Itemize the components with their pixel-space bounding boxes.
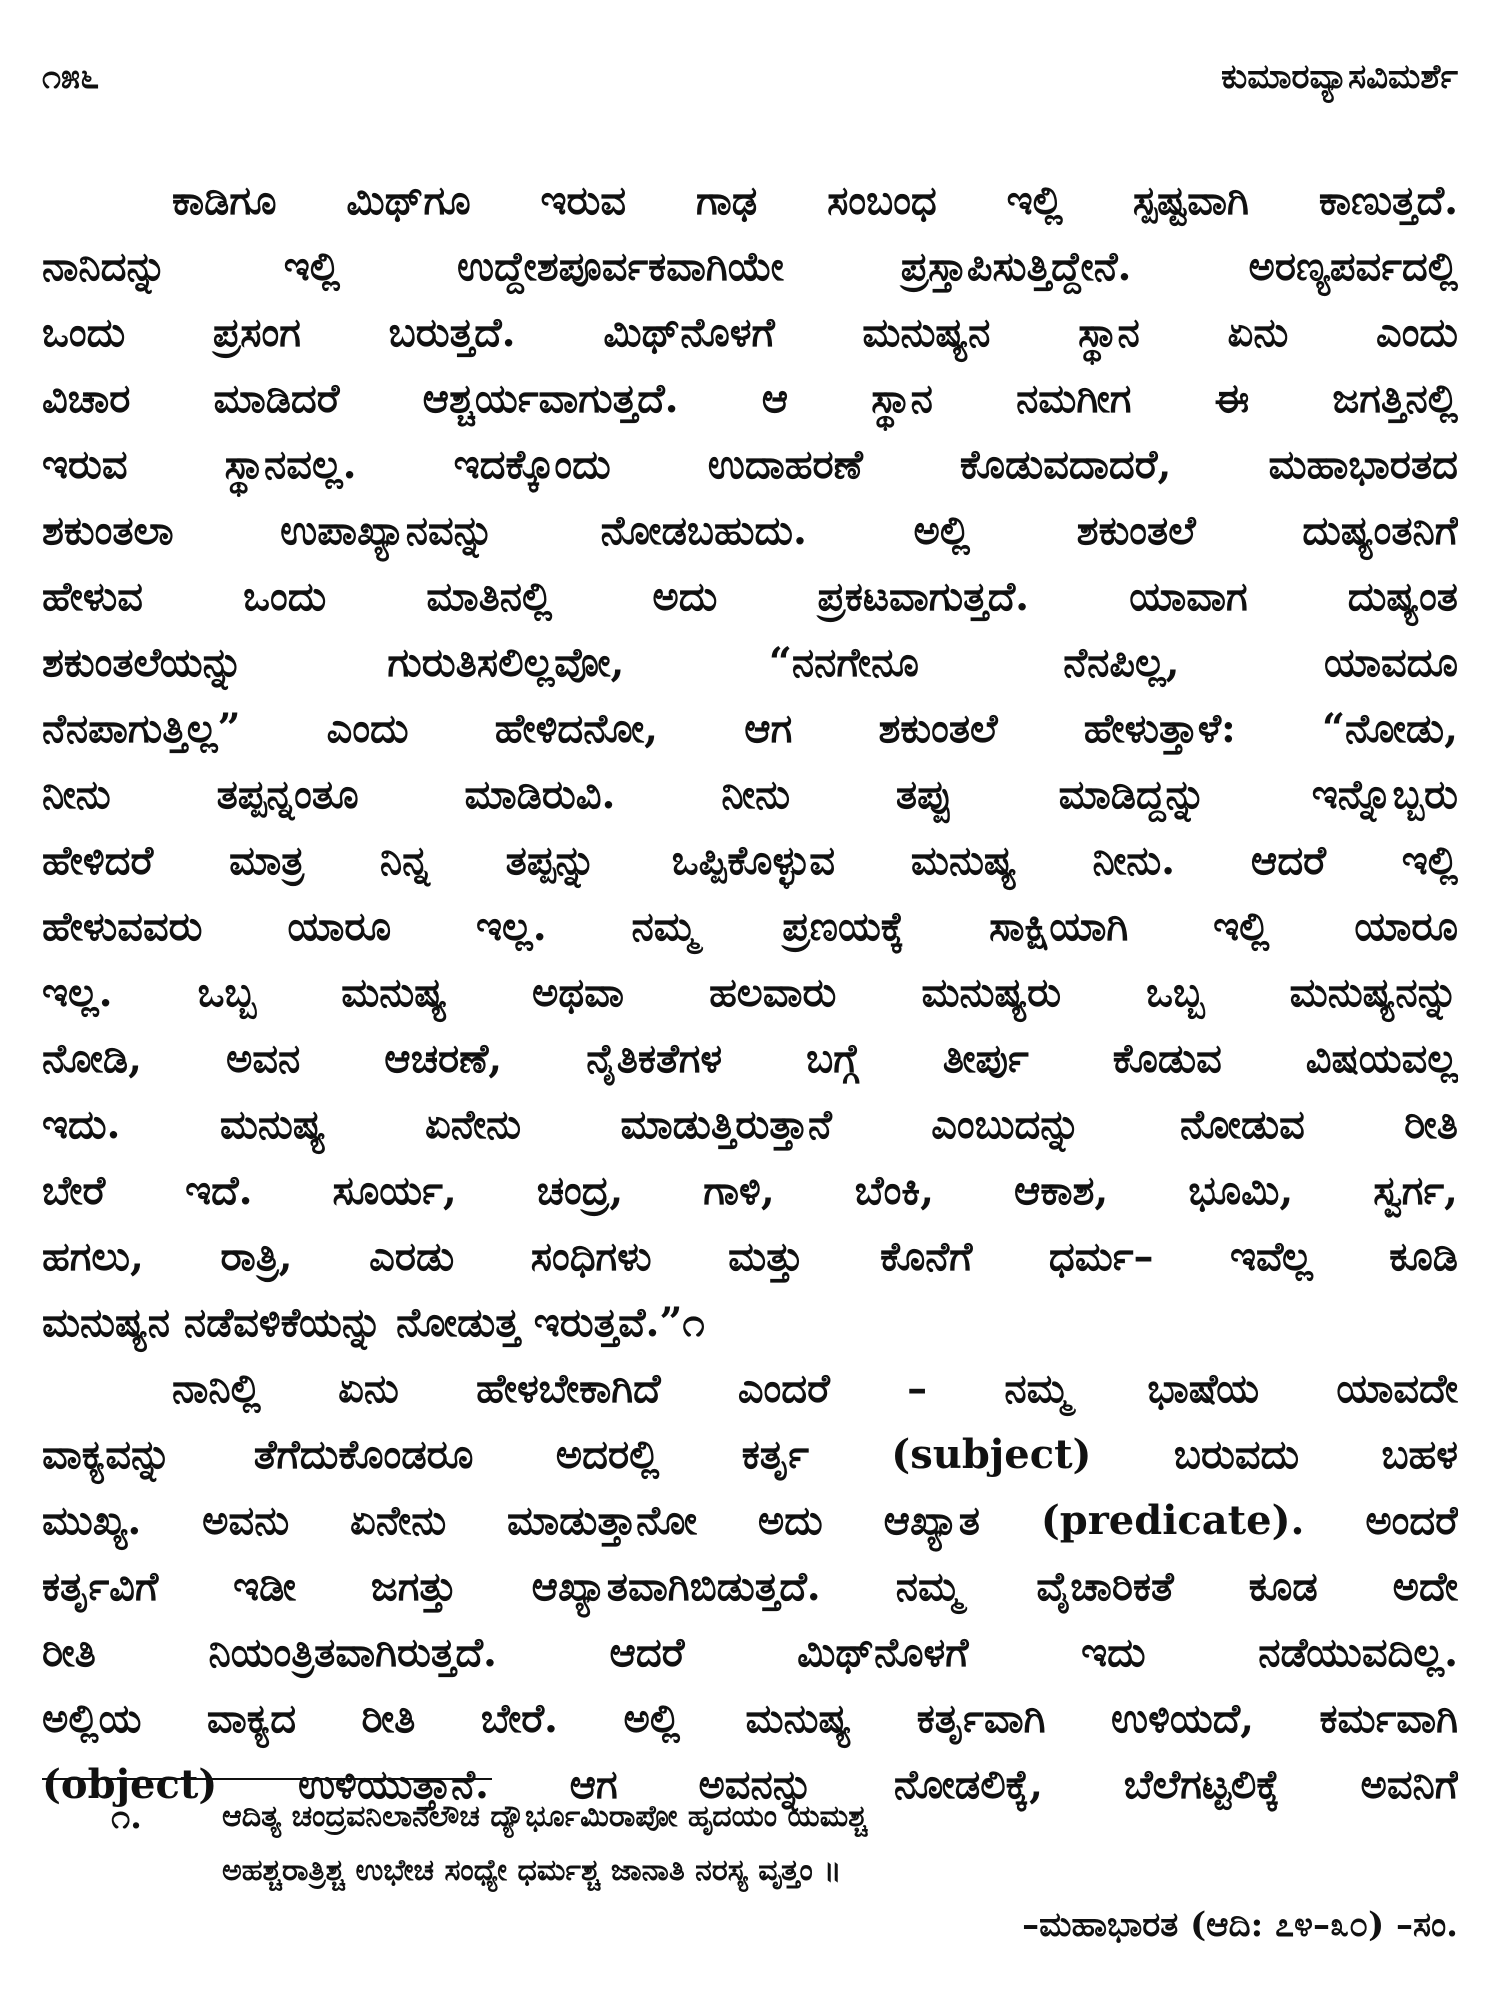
text-line: ಇದು. ಮನುಷ್ಯ ಏನೇನು ಮಾಡುತ್ತಿರುತ್ತಾನೆ ಎಂಬುದನ್ನು ನೋಡುವ ರೀತಿ	[42, 1101, 1458, 1148]
page-number: ೧೫೬	[42, 57, 100, 97]
text-line: ಇಲ್ಲ. ಒಬ್ಬ ಮನುಷ್ಯ ಅಥವಾ ಹಲವಾರು ಮನುಷ್ಯರು ಒಬ್ಬ ಮನುಷ್ಯನನ್ನು	[42, 969, 1458, 1016]
text-line: ಶಕುಂತಲೆಯನ್ನು ಗುರುತಿಸಲಿಲ್ಲವೋ, “ನನಗೇನೂ ನೆನಪಿಲ್ಲ, ಯಾವದೂ	[42, 639, 1458, 686]
text-line: ಕಾಡಿಗೂ ಮಿಥ್‌ಗೂ ಇರುವ ಗಾಢ ಸಂಬಂಧ ಇಲ್ಲಿ ಸ್ಪಷ್ಟವಾಗಿ ಕಾಣುತ್ತದೆ.	[172, 177, 1458, 224]
footnote	[42, 1790, 1458, 1952]
text-line: ಹೇಳುವವರು ಯಾರೂ ಇಲ್ಲ. ನಮ್ಮ ಪ್ರಣಯಕ್ಕೆ ಸಾಕ್ಷಿಯಾಗಿ ಇಲ್ಲಿ ಯಾರೂ	[42, 903, 1458, 950]
text-line: ನೋಡಿ, ಅವನ ಆಚರಣೆ, ನೈತಿಕತೆಗಳ ಬಗ್ಗೆ ತೀರ್ಪು ಕೊಡುವ ವಿಷಯವಲ್ಲ	[42, 1035, 1458, 1082]
text-line: (object) ಉಳಿಯುತ್ತಾನೆ. ಆಗ ಅವನನ್ನು ನೋಡಲಿಕ್ಕೆ, ಬೆಲೆಗಟ್ಟಲಿಕ್ಕೆ ಅವನಿಗೆ	[42, 1761, 1458, 1808]
text-line: ಅಲ್ಲಿಯ ವಾಕ್ಯದ ರೀತಿ ಬೇರೆ. ಅಲ್ಲಿ ಮನುಷ್ಯ ಕರ್ತೃವಾಗಿ ಉಳಿಯದೆ, ಕರ್ಮವಾಗಿ	[42, 1695, 1458, 1742]
text-line: ಒಂದು ಪ್ರಸಂಗ ಬರುತ್ತದೆ. ಮಿಥ್‌ನೊಳಗೆ ಮನುಷ್ಯನ ಸ್ಥಾನ ಏನು ಎಂದು	[42, 309, 1458, 356]
footnote-row	[42, 1790, 1458, 1844]
text-line: ಶಕುಂತಲಾ ಉಪಾಖ್ಯಾನವನ್ನು ನೋಡಬಹುದು. ಅಲ್ಲಿ ಶಕುಂತಲೆ ದುಷ್ಯಂತನಿಗೆ	[42, 507, 1458, 554]
text-line: ಮುಖ್ಯ. ಅವನು ಏನೇನು ಮಾಡುತ್ತಾನೋ ಅದು ಆಖ್ಯಾತ (predicate). ಅಂದರೆ	[42, 1497, 1458, 1544]
footnote-verse-line-1: ಆದಿತ್ಯ ಚಂದ್ರವನಿಲಾನಲೌಚ ದ್ಯೌರ್ಭೂಮಿರಾಪೋ ಹೃದಯಂ ಯಮಶ್ಚ	[222, 1799, 868, 1834]
text-line: ಕರ್ತೃವಿಗೆ ಇಡೀ ಜಗತ್ತು ಆಖ್ಯಾತವಾಗಿಬಿಡುತ್ತದೆ. ನಮ್ಮ ವೈಚಾರಿಕತೆ ಕೂಡ ಅದೇ	[42, 1563, 1458, 1610]
text-line: ಹೇಳುವ ಒಂದು ಮಾತಿನಲ್ಲಿ ಅದು ಪ್ರಕಟವಾಗುತ್ತದೆ. ಯಾವಾಗ ದುಷ್ಯಂತ	[42, 573, 1458, 620]
text-line: ವಾಕ್ಯವನ್ನು ತೆಗೆದುಕೊಂಡರೂ ಅದರಲ್ಲಿ ಕರ್ತೃ (subject) ಬರುವದು ಬಹಳ	[42, 1431, 1458, 1478]
text-line: ಬೇರೆ ಇದೆ. ಸೂರ್ಯ, ಚಂದ್ರ, ಗಾಳಿ, ಬೆಂಕಿ, ಆಕಾಶ, ಭೂಮಿ, ಸ್ವರ್ಗ,	[42, 1167, 1458, 1214]
text-line: ನೆನಪಾಗುತ್ತಿಲ್ಲ” ಎಂದು ಹೇಳಿದನೋ, ಆಗ ಶಕುಂತಲೆ ಹೇಳುತ್ತಾಳೆ: “ನೋಡು,	[42, 705, 1458, 752]
text-line: ಇರುವ ಸ್ಥಾನವಲ್ಲ. ಇದಕ್ಕೊಂದು ಉದಾಹರಣೆ ಕೊಡುವದಾದರೆ, ಮಹಾಭಾರತದ	[42, 441, 1458, 488]
text-line: ಮನುಷ್ಯನ ನಡೆವಳಿಕೆಯನ್ನು ನೋಡುತ್ತ ಇರುತ್ತವೆ.”೧	[42, 1299, 705, 1346]
text-line: ನಾನಿಲ್ಲಿ ಏನು ಹೇಳಬೇಕಾಗಿದೆ ಎಂದರೆ – ನಮ್ಮ ಭಾಷೆಯ ಯಾವದೇ	[172, 1365, 1458, 1412]
body-text	[42, 168, 1458, 1818]
text-line: ಹೇಳಿದರೆ ಮಾತ್ರ ನಿನ್ನ ತಪ್ಪನ್ನು ಒಪ್ಪಿಕೊಳ್ಳುವ ಮನುಷ್ಯ ನೀನು. ಆದರೆ ಇಲ್ಲಿ	[42, 837, 1458, 884]
running-header	[42, 52, 1458, 102]
text-line: ಹಗಲು, ರಾತ್ರಿ, ಎರಡು ಸಂಧಿಗಳು ಮತ್ತು ಕೊನೆಗೆ ಧರ್ಮ– ಇವೆಲ್ಲ ಕೂಡಿ	[42, 1233, 1458, 1280]
text-line: ನೀನು ತಪ್ಪನ್ನಂತೂ ಮಾಡಿರುವಿ. ನೀನು ತಪ್ಪು ಮಾಡಿದ್ದನ್ನು ಇನ್ನೊಬ್ಬರು	[42, 771, 1458, 818]
footnote-row	[42, 1844, 1458, 1898]
text-line: ನಾನಿದನ್ನು ಇಲ್ಲಿ ಉದ್ದೇಶಪೂರ್ವಕವಾಗಿಯೇ ಪ್ರಸ್ತಾಪಿಸುತ್ತಿದ್ದೇನೆ. ಅರಣ್ಯಪರ್ವದಲ್ಲಿ	[42, 243, 1458, 290]
footnote-source: –ಮಹಾಭಾರತ (ಆದಿ: ೭೪–೩೦) –ಸಂ.	[1022, 1905, 1458, 1945]
book-title: ಕುಮಾರವ್ಯಾಸವಿಮರ್ಶೆ	[1221, 57, 1458, 97]
text-line: ರೀತಿ ನಿಯಂತ್ರಿತವಾಗಿರುತ್ತದೆ. ಆದರೆ ಮಿಥ್‌ನೊಳಗೆ ಇದು ನಡೆಯುವದಿಲ್ಲ.	[42, 1629, 1458, 1676]
footnote-number: ೧.	[111, 1797, 142, 1837]
text-line: ವಿಚಾರ ಮಾಡಿದರೆ ಆಶ್ಚರ್ಯವಾಗುತ್ತದೆ. ಆ ಸ್ಥಾನ ನಮಗೀಗ ಈ ಜಗತ್ತಿನಲ್ಲಿ	[42, 375, 1458, 422]
footnote-rule	[42, 1778, 492, 1780]
footnote-verse-line-2: ಅಹಶ್ಚರಾತ್ರಿಶ್ಚ ಉಭೇಚ ಸಂಧ್ಯೇ ಧರ್ಮಶ್ಚ ಜಾನಾತಿ ನರಸ್ಯ ವೃತ್ತಂ ॥	[222, 1853, 842, 1888]
